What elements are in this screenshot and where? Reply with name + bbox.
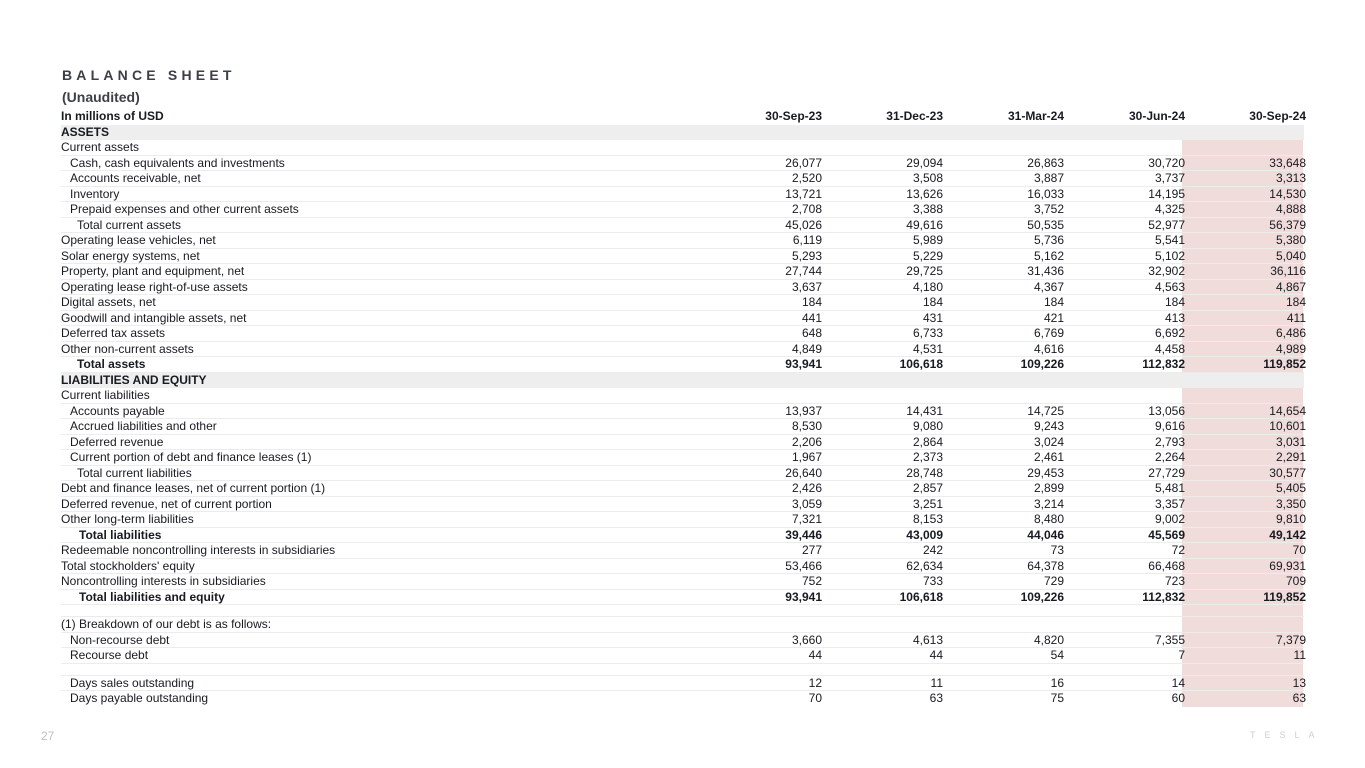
value-cell (822, 140, 943, 155)
value-cell: 62,634 (906, 558, 943, 573)
value-cell: 73 (1050, 543, 1064, 557)
value-cell: 13 (1292, 675, 1306, 690)
value-cell: 6,119 (792, 233, 822, 247)
value-cell: 56,379 (1269, 217, 1306, 232)
value-cell: 6,733 (912, 326, 943, 340)
value-cell: 7,321 (791, 512, 822, 526)
value-cell: 39,446 (785, 527, 822, 542)
value-cell: 53,466 (785, 558, 822, 573)
value-cell: 648 (801, 326, 822, 340)
spacer-row (61, 664, 1304, 676)
value-cell (1064, 388, 1185, 403)
row-label: Total liabilities and equity (79, 589, 225, 604)
table-row (61, 187, 1304, 203)
table-row (61, 559, 1304, 575)
value-cell: 8,480 (1033, 512, 1064, 526)
value-cell: 2,206 (791, 434, 822, 449)
value-cell: 8,153 (912, 512, 943, 526)
table-row (61, 419, 1304, 435)
value-cell: 44,046 (1027, 527, 1064, 542)
value-cell (1185, 140, 1306, 155)
value-cell: 4,867 (1275, 279, 1306, 294)
value-cell: 30,720 (1148, 155, 1185, 170)
value-cell (701, 388, 822, 403)
value-cell: 3,024 (1033, 434, 1064, 449)
value-cell: 2,864 (912, 434, 943, 449)
value-cell: 13,056 (1148, 403, 1185, 418)
value-cell (1064, 617, 1185, 632)
value-cell: 44 (929, 648, 943, 662)
value-cell: 277 (801, 543, 822, 557)
value-cell: 3,887 (1033, 171, 1064, 185)
value-cell: 5,405 (1275, 481, 1306, 495)
value-cell: 184 (1285, 295, 1306, 309)
value-cell: 723 (1164, 574, 1185, 588)
value-cell (701, 617, 822, 632)
value-cell: 7,379 (1275, 632, 1306, 647)
value-cell (943, 140, 1064, 155)
value-cell (822, 388, 943, 403)
value-cell: 64,378 (1027, 558, 1064, 573)
row-label: Accounts receivable, net (70, 171, 201, 185)
table-row (61, 648, 1304, 664)
value-cell: 27,729 (1148, 465, 1185, 480)
table-row (61, 691, 1304, 707)
table-row (61, 249, 1304, 265)
value-cell: 2,291 (1275, 450, 1306, 464)
table-row (61, 543, 1304, 559)
value-cell: 16 (1050, 675, 1064, 690)
value-cell: 75 (1050, 691, 1064, 705)
row-label: Deferred tax assets (61, 326, 166, 340)
column-header: 31-Mar-24 (1007, 109, 1064, 123)
value-cell: 2,461 (1033, 450, 1064, 464)
value-cell: 441 (801, 310, 822, 325)
value-cell: 5,541 (1154, 233, 1185, 247)
value-cell: 45,026 (785, 217, 822, 232)
table-row (61, 435, 1304, 451)
table-row (61, 311, 1304, 327)
row-label: Total stockholders' equity (61, 558, 195, 573)
value-cell: 421 (1043, 310, 1064, 325)
row-label: Accounts payable (70, 403, 165, 418)
value-cell: 112,832 (1142, 357, 1185, 371)
value-cell: 184 (1164, 295, 1185, 309)
value-cell: 26,640 (785, 465, 822, 480)
value-cell: 70 (808, 691, 822, 705)
value-cell: 9,243 (1033, 419, 1064, 433)
column-header: 31-Dec-23 (886, 109, 943, 123)
value-cell: 3,031 (1275, 434, 1306, 449)
value-cell (1064, 373, 1185, 389)
value-cell: 5,293 (791, 248, 822, 263)
value-cell: 70 (1292, 543, 1306, 557)
value-cell: 9,080 (912, 419, 943, 433)
row-label: Total liabilities (79, 527, 162, 542)
value-cell (1185, 373, 1306, 389)
row-label: Recourse debt (70, 648, 149, 662)
value-cell: 4,180 (912, 279, 943, 294)
value-cell (822, 373, 943, 389)
value-cell: 9,002 (1154, 512, 1185, 526)
table-row (61, 512, 1304, 528)
value-cell: 13,626 (906, 186, 943, 201)
value-cell (822, 617, 943, 632)
value-cell: 184 (1043, 295, 1064, 309)
row-label: (1) Breakdown of our debt is as follows: (61, 617, 272, 631)
row-label: Property, plant and equipment, net (61, 264, 245, 278)
value-cell: 1,967 (791, 450, 822, 464)
value-cell: 10,601 (1269, 419, 1306, 433)
value-cell: 30,577 (1269, 465, 1306, 480)
row-label: Current portion of debt and finance leases (1) (70, 450, 312, 464)
value-cell: 28,748 (906, 465, 943, 480)
value-cell: 2,899 (1033, 481, 1064, 495)
table-row (61, 233, 1304, 249)
value-cell: 106,618 (899, 589, 943, 604)
value-cell: 44 (808, 648, 822, 662)
value-cell: 5,229 (912, 248, 943, 263)
value-cell: 2,520 (791, 171, 822, 185)
table-header-row (61, 109, 1304, 125)
section-row (61, 373, 1304, 389)
row-label: Total current assets (77, 217, 182, 232)
row-label: Inventory (70, 186, 120, 201)
page-header (62, 66, 236, 106)
value-cell: 13,721 (785, 186, 822, 201)
table-row (61, 357, 1304, 373)
value-cell (1185, 125, 1306, 141)
value-cell: 4,531 (912, 341, 943, 356)
value-cell: 184 (922, 295, 943, 309)
value-cell: 29,094 (906, 155, 943, 170)
row-label: Accrued liabilities and other (70, 419, 217, 433)
table-row (61, 140, 1304, 156)
balance-sheet-table (61, 109, 1304, 707)
value-cell: 49,142 (1269, 527, 1306, 542)
table-row (61, 295, 1304, 311)
value-cell: 3,752 (1033, 202, 1064, 216)
value-cell: 4,325 (1154, 202, 1185, 216)
value-cell (701, 125, 822, 141)
page-number: 27 (41, 729, 55, 743)
table-row (61, 326, 1304, 342)
row-label: Digital assets, net (61, 295, 156, 309)
value-cell: 184 (801, 295, 822, 309)
value-cell: 6,769 (1033, 326, 1064, 340)
value-cell: 729 (1043, 574, 1064, 588)
row-label: Redeemable noncontrolling interests in subsidiaries (61, 543, 336, 557)
value-cell: 4,613 (912, 632, 943, 647)
value-cell: 411 (1286, 310, 1306, 325)
value-cell: 9,616 (1154, 419, 1185, 433)
row-label: Non-recourse debt (70, 632, 170, 647)
value-cell: 5,102 (1154, 248, 1185, 263)
value-cell (943, 125, 1064, 141)
value-cell: 3,737 (1154, 171, 1185, 185)
value-cell: 3,508 (912, 171, 943, 185)
row-label: Days payable outstanding (70, 691, 209, 705)
value-cell: 4,849 (791, 341, 822, 356)
row-label: Deferred revenue, net of current portion (61, 496, 272, 511)
value-cell: 45,569 (1148, 527, 1185, 542)
value-cell: 54 (1050, 648, 1064, 662)
value-cell: 4,563 (1154, 279, 1185, 294)
value-cell: 43,009 (906, 527, 943, 542)
row-label: Days sales outstanding (70, 675, 195, 690)
value-cell: 413 (1164, 310, 1185, 325)
row-label: ASSETS (61, 124, 110, 139)
row-label: Solar energy systems, net (61, 248, 200, 263)
value-cell: 14,725 (1027, 403, 1064, 418)
value-cell: 3,388 (912, 202, 943, 216)
value-cell: 4,616 (1033, 341, 1064, 356)
row-label: Deferred revenue (70, 434, 164, 449)
spacer-row (61, 605, 1304, 617)
value-cell (701, 140, 822, 155)
value-cell: 16,033 (1027, 186, 1064, 201)
table-row (61, 264, 1304, 280)
value-cell: 119,852 (1263, 357, 1306, 371)
value-cell: 6,692 (1154, 326, 1185, 340)
row-label: Total current liabilities (77, 465, 192, 480)
value-cell: 49,616 (906, 217, 943, 232)
value-cell: 5,040 (1275, 248, 1306, 263)
value-cell: 119,852 (1263, 589, 1306, 604)
value-cell: 14 (1171, 675, 1185, 690)
value-cell: 3,313 (1275, 171, 1306, 185)
value-cell (943, 388, 1064, 403)
value-cell: 5,162 (1033, 248, 1064, 263)
row-label: LIABILITIES AND EQUITY (61, 372, 207, 387)
value-cell: 14,530 (1269, 186, 1306, 201)
value-cell: 2,264 (1154, 450, 1185, 464)
value-cell: 5,380 (1275, 233, 1306, 247)
table-row (61, 388, 1304, 404)
table-row (61, 342, 1304, 358)
row-label: Total assets (77, 357, 146, 371)
table-row (61, 481, 1304, 497)
value-cell: 242 (922, 543, 943, 557)
value-cell: 3,059 (791, 496, 822, 511)
value-cell: 14,654 (1269, 403, 1306, 418)
row-label: Other non-current assets (61, 341, 194, 356)
row-label: Operating lease vehicles, net (61, 233, 216, 247)
row-label: Operating lease right-of-use assets (61, 279, 248, 294)
value-cell (1064, 125, 1185, 141)
value-cell: 5,736 (1033, 233, 1064, 247)
value-cell: 431 (922, 310, 943, 325)
table-row (61, 171, 1304, 187)
value-cell: 6,486 (1275, 326, 1306, 340)
value-cell: 93,941 (785, 357, 822, 371)
value-cell: 2,708 (791, 202, 822, 216)
value-cell: 106,618 (899, 357, 943, 371)
value-cell: 11 (930, 675, 943, 690)
value-cell: 2,426 (791, 481, 822, 495)
value-cell: 32,902 (1148, 264, 1185, 278)
value-cell: 29,725 (906, 264, 943, 278)
row-label: Current assets (61, 140, 140, 154)
value-cell: 3,637 (791, 279, 822, 294)
value-cell: 733 (922, 574, 943, 588)
row-label: Goodwill and intangible assets, net (61, 310, 247, 325)
value-cell: 752 (801, 574, 822, 588)
value-cell (943, 373, 1064, 389)
row-label: Prepaid expenses and other current assets (70, 202, 299, 216)
table-row (61, 633, 1304, 649)
value-cell: 109,226 (1020, 589, 1064, 604)
table-row (61, 280, 1304, 296)
value-cell: 11 (1293, 648, 1306, 662)
value-cell: 69,931 (1269, 558, 1306, 573)
value-cell: 14,195 (1148, 186, 1185, 201)
value-cell: 3,251 (912, 496, 943, 511)
table-row (61, 574, 1304, 590)
value-cell: 63 (929, 691, 943, 705)
table-row (61, 617, 1304, 633)
row-label: Cash, cash equivalents and investments (70, 155, 285, 170)
value-cell (701, 373, 822, 389)
value-cell: 36,116 (1270, 264, 1306, 278)
value-cell: 3,350 (1275, 496, 1306, 511)
value-cell: 2,373 (912, 450, 943, 464)
value-cell: 12 (808, 675, 822, 690)
value-cell: 31,436 (1027, 264, 1064, 278)
value-cell (822, 125, 943, 141)
value-cell: 5,481 (1154, 481, 1185, 495)
value-cell (1185, 617, 1306, 632)
value-cell: 3,214 (1033, 496, 1064, 511)
table-row (61, 528, 1304, 544)
value-cell: 3,660 (791, 632, 822, 647)
row-label: Current liabilities (61, 388, 150, 402)
value-cell: 8,530 (791, 419, 822, 433)
value-cell: 3,357 (1154, 496, 1185, 511)
column-header: 30-Sep-24 (1249, 109, 1306, 123)
value-cell: 27,744 (785, 264, 822, 278)
table-row (61, 156, 1304, 172)
value-cell: 26,863 (1027, 155, 1064, 170)
brand-logo: TESLA (1250, 730, 1324, 740)
column-header: 30-Sep-23 (765, 109, 822, 123)
value-cell: 9,810 (1275, 512, 1306, 526)
value-cell: 112,832 (1142, 589, 1185, 604)
value-cell: 709 (1285, 574, 1306, 588)
value-cell (1064, 140, 1185, 155)
row-label: Other long-term liabilities (61, 512, 194, 526)
value-cell: 66,468 (1148, 558, 1185, 573)
value-cell (1185, 388, 1306, 403)
value-cell: 109,226 (1020, 357, 1064, 371)
value-cell: 72 (1171, 543, 1185, 557)
table-row (61, 466, 1304, 482)
value-cell: 4,989 (1275, 341, 1306, 356)
value-cell: 7 (1178, 648, 1185, 662)
value-cell: 7,355 (1154, 632, 1185, 647)
value-cell: 93,941 (785, 589, 822, 604)
value-cell: 13,937 (785, 403, 822, 418)
table-row (61, 590, 1304, 606)
column-header: 30-Jun-24 (1128, 109, 1185, 123)
value-cell: 26,077 (785, 155, 822, 170)
unit-label: In millions of USD (61, 109, 164, 123)
table-row (61, 404, 1304, 420)
value-cell: 33,648 (1269, 155, 1306, 170)
row-label: Noncontrolling interests in subsidiaries (61, 574, 266, 588)
value-cell: 2,793 (1154, 434, 1185, 449)
table-row (61, 450, 1304, 466)
page-subtitle: (Unaudited) (62, 89, 140, 105)
section-row (61, 125, 1304, 141)
value-cell: 4,367 (1033, 279, 1064, 294)
value-cell: 63 (1292, 691, 1306, 705)
value-cell: 29,453 (1027, 465, 1064, 480)
value-cell: 50,535 (1027, 217, 1064, 232)
value-cell: 60 (1171, 691, 1185, 705)
value-cell: 4,458 (1154, 341, 1185, 356)
table-row (61, 497, 1304, 513)
table-row (61, 218, 1304, 234)
value-cell: 52,977 (1148, 217, 1185, 232)
table-row (61, 676, 1304, 692)
value-cell: 14,431 (906, 403, 943, 418)
value-cell: 2,857 (912, 481, 943, 495)
value-cell: 5,989 (912, 233, 943, 247)
page-title: BALANCE SHEET (62, 67, 236, 83)
value-cell: 4,820 (1033, 632, 1064, 647)
value-cell (943, 617, 1064, 632)
row-label: Debt and finance leases, net of current portion (1) (61, 481, 326, 495)
value-cell: 4,888 (1275, 202, 1306, 216)
table-row (61, 202, 1304, 218)
